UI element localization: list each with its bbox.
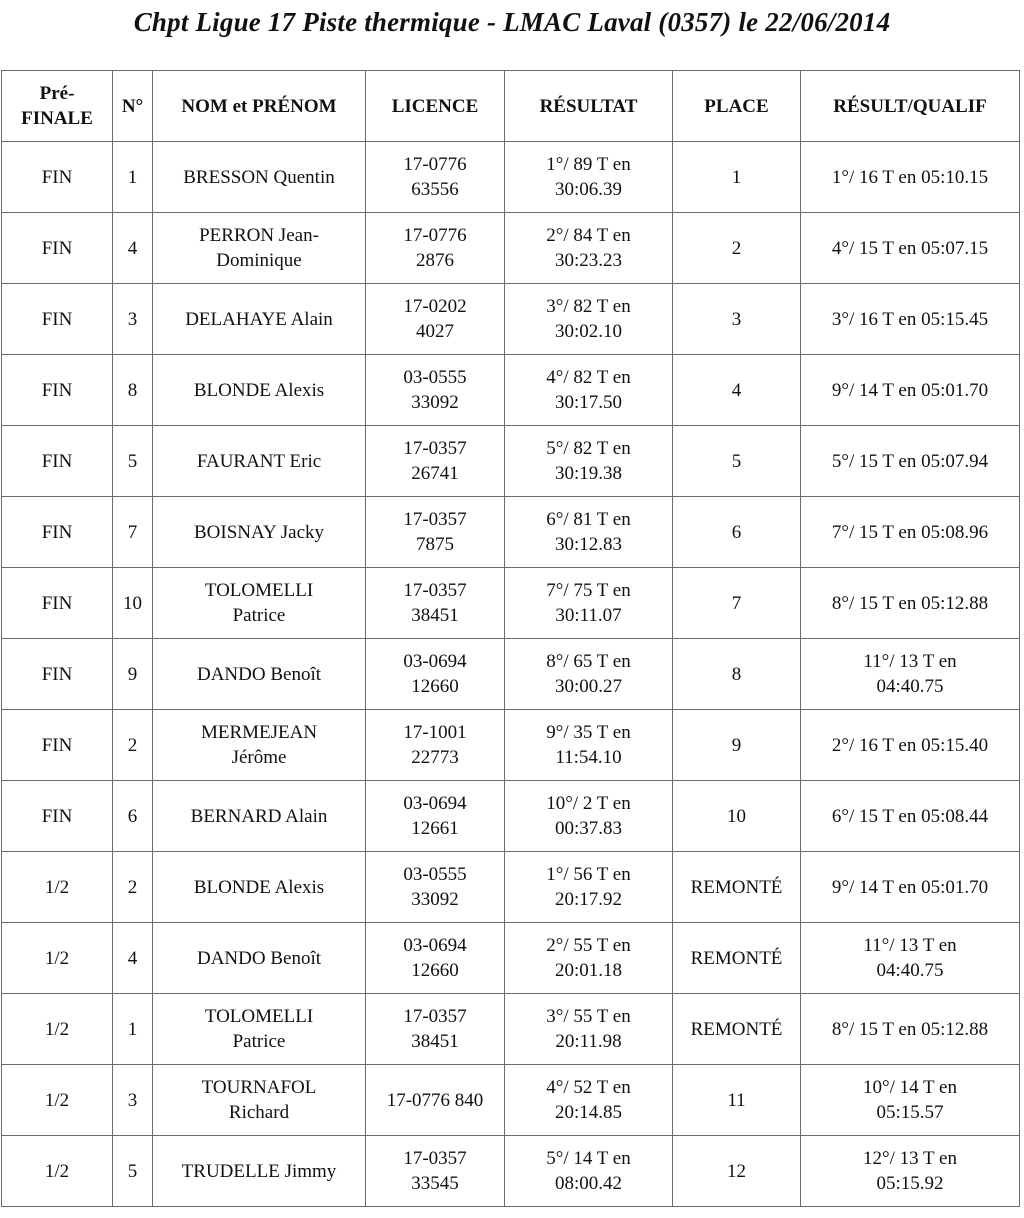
prefinale-cell: FIN bbox=[2, 142, 113, 213]
table-row bbox=[2, 1065, 1020, 1136]
name-cell: PERRON Jean- Dominique bbox=[153, 213, 366, 284]
resultat-cell: 1°/ 56 T en 20:17.92 bbox=[505, 852, 673, 923]
result-qualif-cell: 10°/ 14 T en 05:15.57 bbox=[801, 1065, 1020, 1136]
number-cell: 1 bbox=[113, 994, 153, 1065]
result-qualif-cell: 1°/ 16 T en 05:10.15 bbox=[801, 142, 1020, 213]
place-cell: 3 bbox=[673, 284, 801, 355]
place-cell: 5 bbox=[673, 426, 801, 497]
table-row bbox=[2, 426, 1020, 497]
name-cell: MERMEJEAN Jérôme bbox=[153, 710, 366, 781]
number-cell: 8 bbox=[113, 355, 153, 426]
resultat-cell: 4°/ 82 T en 30:17.50 bbox=[505, 355, 673, 426]
table-row bbox=[2, 497, 1020, 568]
table-row bbox=[2, 213, 1020, 284]
number-cell: 5 bbox=[113, 426, 153, 497]
resultat-cell: 7°/ 75 T en 30:11.07 bbox=[505, 568, 673, 639]
resultat-cell: 2°/ 84 T en 30:23.23 bbox=[505, 213, 673, 284]
table-row bbox=[2, 142, 1020, 213]
result-qualif-cell: 9°/ 14 T en 05:01.70 bbox=[801, 852, 1020, 923]
number-cell: 9 bbox=[113, 639, 153, 710]
number-cell: 6 bbox=[113, 781, 153, 852]
licence-cell: 17-0776 840 bbox=[366, 1065, 505, 1136]
licence-cell: 17-0357 38451 bbox=[366, 994, 505, 1065]
result-qualif-cell: 8°/ 15 T en 05:12.88 bbox=[801, 568, 1020, 639]
prefinale-cell: 1/2 bbox=[2, 1136, 113, 1207]
table-row bbox=[2, 923, 1020, 994]
resultat-cell: 6°/ 81 T en 30:12.83 bbox=[505, 497, 673, 568]
place-cell: 2 bbox=[673, 213, 801, 284]
place-cell: REMONTÉ bbox=[673, 923, 801, 994]
number-cell: 4 bbox=[113, 213, 153, 284]
resultat-cell: 1°/ 89 T en 30:06.39 bbox=[505, 142, 673, 213]
header-name: NOM et PRÉNOM bbox=[153, 71, 366, 142]
licence-cell: 17-0202 4027 bbox=[366, 284, 505, 355]
table-row bbox=[2, 852, 1020, 923]
place-cell: 8 bbox=[673, 639, 801, 710]
result-qualif-cell: 12°/ 13 T en 05:15.92 bbox=[801, 1136, 1020, 1207]
name-cell: TOLOMELLI Patrice bbox=[153, 994, 366, 1065]
resultat-cell: 5°/ 82 T en 30:19.38 bbox=[505, 426, 673, 497]
licence-cell: 17-0357 26741 bbox=[366, 426, 505, 497]
place-cell: 11 bbox=[673, 1065, 801, 1136]
licence-cell: 17-0357 33545 bbox=[366, 1136, 505, 1207]
prefinale-cell: FIN bbox=[2, 284, 113, 355]
result-qualif-cell: 9°/ 14 T en 05:01.70 bbox=[801, 355, 1020, 426]
results-table bbox=[1, 70, 1020, 1207]
prefinale-cell: FIN bbox=[2, 710, 113, 781]
licence-cell: 03-0694 12661 bbox=[366, 781, 505, 852]
number-cell: 4 bbox=[113, 923, 153, 994]
header-prefinale: Pré- FINALE bbox=[2, 71, 113, 142]
place-cell: 10 bbox=[673, 781, 801, 852]
result-qualif-cell: 8°/ 15 T en 05:12.88 bbox=[801, 994, 1020, 1065]
table-row bbox=[2, 781, 1020, 852]
result-qualif-cell: 4°/ 15 T en 05:07.15 bbox=[801, 213, 1020, 284]
resultat-cell: 8°/ 65 T en 30:00.27 bbox=[505, 639, 673, 710]
name-cell: FAURANT Eric bbox=[153, 426, 366, 497]
prefinale-cell: 1/2 bbox=[2, 923, 113, 994]
licence-cell: 17-0776 2876 bbox=[366, 213, 505, 284]
place-cell: 7 bbox=[673, 568, 801, 639]
licence-cell: 17-0776 63556 bbox=[366, 142, 505, 213]
licence-cell: 17-0357 38451 bbox=[366, 568, 505, 639]
result-qualif-cell: 5°/ 15 T en 05:07.94 bbox=[801, 426, 1020, 497]
number-cell: 3 bbox=[113, 284, 153, 355]
header-resultat: RÉSULTAT bbox=[505, 71, 673, 142]
header-licence: LICENCE bbox=[366, 71, 505, 142]
prefinale-cell: 1/2 bbox=[2, 994, 113, 1065]
name-cell: DANDO Benoît bbox=[153, 639, 366, 710]
place-cell: REMONTÉ bbox=[673, 994, 801, 1065]
place-cell: 1 bbox=[673, 142, 801, 213]
result-qualif-cell: 11°/ 13 T en 04:40.75 bbox=[801, 923, 1020, 994]
resultat-cell: 3°/ 82 T en 30:02.10 bbox=[505, 284, 673, 355]
resultat-cell: 4°/ 52 T en 20:14.85 bbox=[505, 1065, 673, 1136]
name-cell: TRUDELLE Jimmy bbox=[153, 1136, 366, 1207]
licence-cell: 03-0694 12660 bbox=[366, 923, 505, 994]
number-cell: 7 bbox=[113, 497, 153, 568]
prefinale-cell: FIN bbox=[2, 426, 113, 497]
result-qualif-cell: 2°/ 16 T en 05:15.40 bbox=[801, 710, 1020, 781]
name-cell: TOLOMELLI Patrice bbox=[153, 568, 366, 639]
prefinale-cell: FIN bbox=[2, 355, 113, 426]
resultat-cell: 2°/ 55 T en 20:01.18 bbox=[505, 923, 673, 994]
header-place: PLACE bbox=[673, 71, 801, 142]
name-cell: BRESSON Quentin bbox=[153, 142, 366, 213]
prefinale-cell: FIN bbox=[2, 497, 113, 568]
name-cell: BOISNAY Jacky bbox=[153, 497, 366, 568]
place-cell: 12 bbox=[673, 1136, 801, 1207]
prefinale-cell: FIN bbox=[2, 213, 113, 284]
place-cell: REMONTÉ bbox=[673, 852, 801, 923]
prefinale-cell: FIN bbox=[2, 781, 113, 852]
prefinale-cell: FIN bbox=[2, 639, 113, 710]
page-title: Chpt Ligue 17 Piste thermique - LMAC Laval (0357) le 22/06/2014 bbox=[133, 7, 891, 37]
number-cell: 1 bbox=[113, 142, 153, 213]
table-row bbox=[2, 284, 1020, 355]
resultat-cell: 5°/ 14 T en 08:00.42 bbox=[505, 1136, 673, 1207]
table-row bbox=[2, 994, 1020, 1065]
name-cell: TOURNAFOL Richard bbox=[153, 1065, 366, 1136]
name-cell: DELAHAYE Alain bbox=[153, 284, 366, 355]
name-cell: BLONDE Alexis bbox=[153, 852, 366, 923]
resultat-cell: 3°/ 55 T en 20:11.98 bbox=[505, 994, 673, 1065]
prefinale-cell: 1/2 bbox=[2, 1065, 113, 1136]
table-row bbox=[2, 639, 1020, 710]
number-cell: 5 bbox=[113, 1136, 153, 1207]
prefinale-cell: FIN bbox=[2, 568, 113, 639]
table-row bbox=[2, 1136, 1020, 1207]
resultat-cell: 9°/ 35 T en 11:54.10 bbox=[505, 710, 673, 781]
header-number: N° bbox=[113, 71, 153, 142]
licence-cell: 17-1001 22773 bbox=[366, 710, 505, 781]
number-cell: 2 bbox=[113, 852, 153, 923]
licence-cell: 17-0357 7875 bbox=[366, 497, 505, 568]
name-cell: BERNARD Alain bbox=[153, 781, 366, 852]
result-qualif-cell: 7°/ 15 T en 05:08.96 bbox=[801, 497, 1020, 568]
table-row bbox=[2, 710, 1020, 781]
header-result-qualif: RÉSULT/QUALIF bbox=[801, 71, 1020, 142]
result-qualif-cell: 3°/ 16 T en 05:15.45 bbox=[801, 284, 1020, 355]
header-row bbox=[2, 71, 1020, 142]
number-cell: 2 bbox=[113, 710, 153, 781]
table-row bbox=[2, 568, 1020, 639]
result-qualif-cell: 6°/ 15 T en 05:08.44 bbox=[801, 781, 1020, 852]
place-cell: 9 bbox=[673, 710, 801, 781]
result-qualif-cell: 11°/ 13 T en 04:40.75 bbox=[801, 639, 1020, 710]
prefinale-cell: 1/2 bbox=[2, 852, 113, 923]
licence-cell: 03-0694 12660 bbox=[366, 639, 505, 710]
name-cell: BLONDE Alexis bbox=[153, 355, 366, 426]
number-cell: 3 bbox=[113, 1065, 153, 1136]
resultat-cell: 10°/ 2 T en 00:37.83 bbox=[505, 781, 673, 852]
licence-cell: 03-0555 33092 bbox=[366, 852, 505, 923]
licence-cell: 03-0555 33092 bbox=[366, 355, 505, 426]
place-cell: 4 bbox=[673, 355, 801, 426]
table-row bbox=[2, 355, 1020, 426]
number-cell: 10 bbox=[113, 568, 153, 639]
place-cell: 6 bbox=[673, 497, 801, 568]
name-cell: DANDO Benoît bbox=[153, 923, 366, 994]
